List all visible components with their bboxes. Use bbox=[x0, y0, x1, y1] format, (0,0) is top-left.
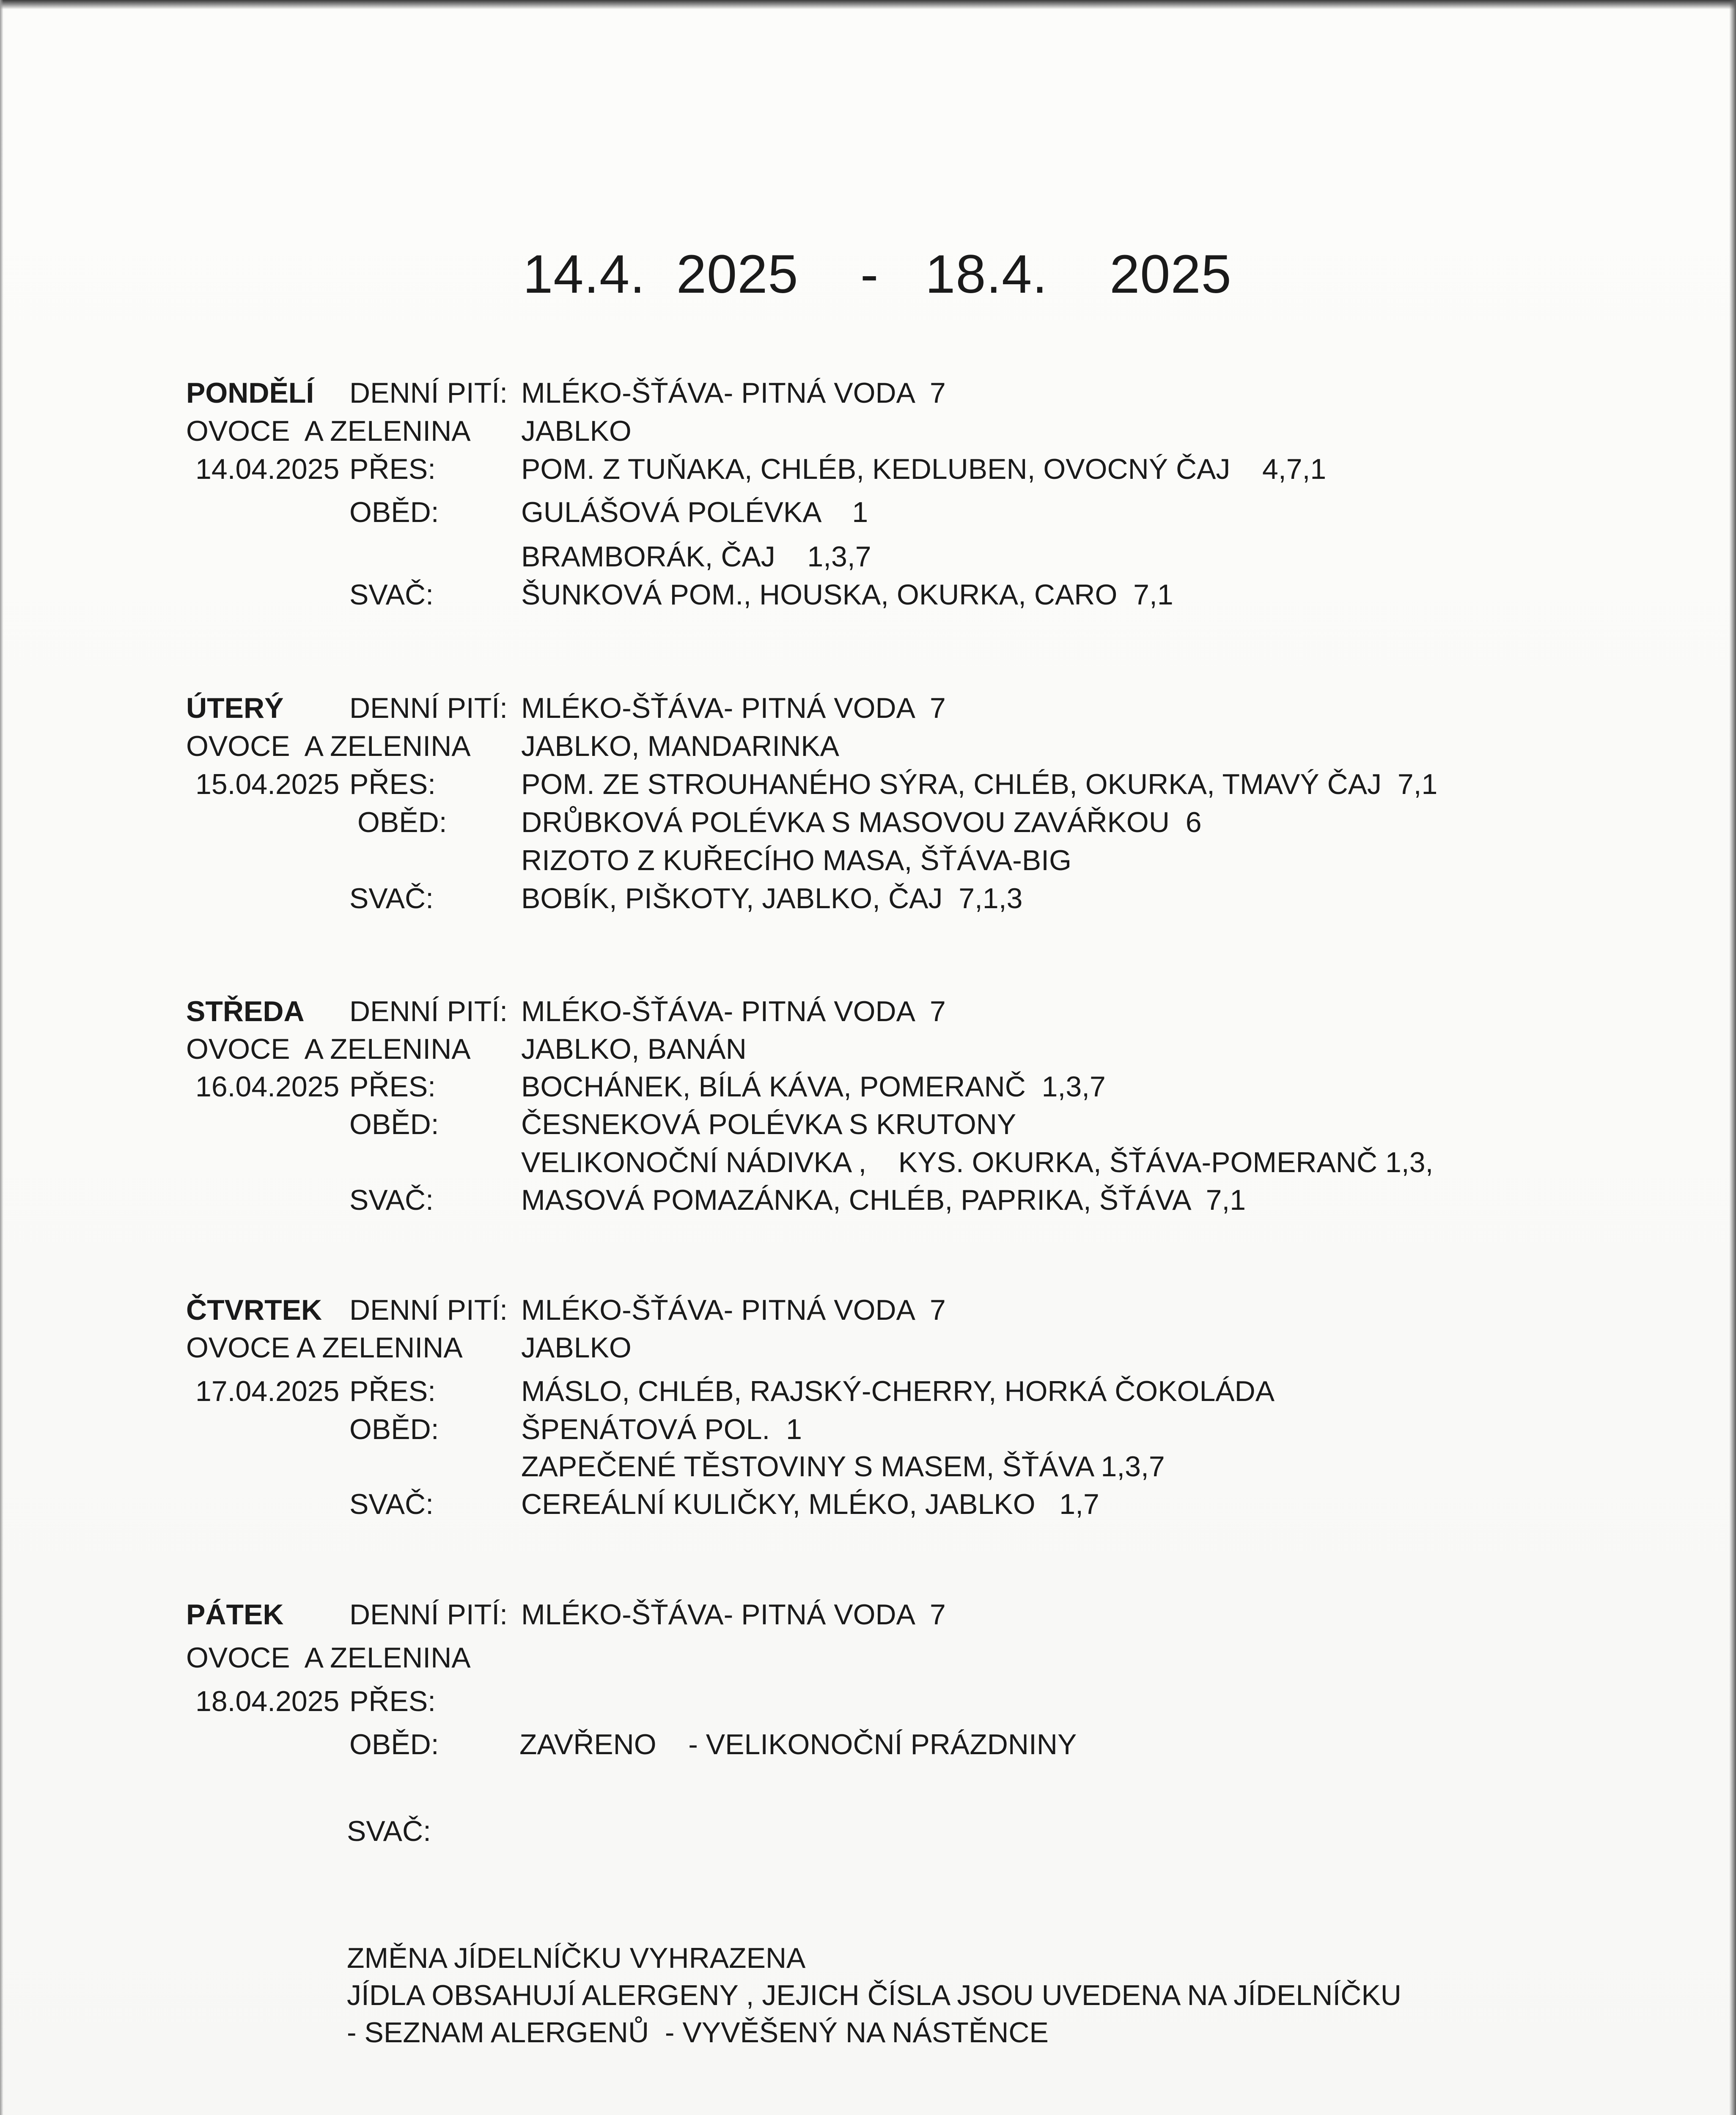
day-name: STŘEDA bbox=[186, 995, 305, 1027]
snack2-value: CEREÁLNÍ KULIČKY, MLÉKO, JABLKO 1,7 bbox=[521, 1488, 1099, 1520]
lunch-main: ZAPEČENÉ TĚSTOVINY S MASEM, ŠŤÁVA 1,3,7 bbox=[521, 1450, 1165, 1483]
snack2-label: SVAČ: bbox=[349, 1184, 434, 1216]
snack2-value: MASOVÁ POMAZÁNKA, CHLÉB, PAPRIKA, ŠŤÁVA 7,1 bbox=[521, 1184, 1246, 1216]
drink-value: MLÉKO-ŠŤÁVA- PITNÁ VODA 7 bbox=[521, 1294, 946, 1326]
lunch-label: OBĚD: bbox=[349, 1728, 439, 1761]
lunch-label: OBĚD: bbox=[349, 1108, 439, 1140]
lunch-main: BRAMBORÁK, ČAJ 1,3,7 bbox=[521, 541, 871, 573]
snack1-value: POM. ZE STROUHANÉHO SÝRA, CHLÉB, OKURKA, TMAVÝ ČAJ 7,1 bbox=[521, 768, 1438, 800]
lunch-soup: DRŮBKOVÁ POLÉVKA S MASOVOU ZAVÁŘKOU 6 bbox=[521, 806, 1202, 838]
day-date: 14.04.2025 bbox=[195, 453, 340, 485]
snack2-label: SVAČ: bbox=[347, 1815, 431, 1847]
fruit-value: JABLKO bbox=[521, 1332, 632, 1364]
fruit-label: OVOCE A ZELENINA bbox=[186, 1642, 471, 1674]
note-allergens: JÍDLA OBSAHUJÍ ALERGENY , JEJICH ČÍSLA JSOU UVEDENA NA JÍDELNÍČKU bbox=[347, 1979, 1401, 2011]
drink-label: DENNÍ PITÍ: bbox=[349, 377, 508, 409]
fruit-value: JABLKO, BANÁN bbox=[521, 1033, 747, 1065]
drink-value: MLÉKO-ŠŤÁVA- PITNÁ VODA 7 bbox=[521, 692, 946, 724]
drink-label: DENNÍ PITÍ: bbox=[349, 1294, 508, 1326]
drink-value: MLÉKO-ŠŤÁVA- PITNÁ VODA 7 bbox=[521, 995, 946, 1027]
scan-edge-top bbox=[0, 0, 1736, 9]
drink-value: MLÉKO-ŠŤÁVA- PITNÁ VODA 7 bbox=[521, 377, 946, 409]
lunch-label: OBĚD: bbox=[349, 496, 439, 528]
fruit-value: JABLKO, MANDARINKA bbox=[521, 730, 839, 762]
snack2-value: ŠUNKOVÁ POM., HOUSKA, OKURKA, CARO 7,1 bbox=[521, 579, 1173, 611]
day-name: PONDĚLÍ bbox=[186, 377, 314, 409]
week-date-range: 14.4. 2025 - 18.4. 2025 bbox=[523, 244, 1232, 305]
snack1-label: PŘES: bbox=[349, 1685, 436, 1717]
lunch-main: RIZOTO Z KUŘECÍHO MASA, ŠŤÁVA-BIG bbox=[521, 844, 1071, 876]
lunch-main: VELIKONOČNÍ NÁDIVKA , KYS. OKURKA, ŠŤÁVA-POMERANČ 1,3, bbox=[521, 1146, 1434, 1178]
lunch-closed: ZAVŘENO - VELIKONOČNÍ PRÁZDNINY bbox=[519, 1728, 1077, 1761]
fruit-value: JABLKO bbox=[521, 415, 632, 447]
snack1-label: PŘES: bbox=[349, 768, 436, 800]
snack1-label: PŘES: bbox=[349, 1071, 436, 1103]
lunch-soup: ŠPENÁTOVÁ POL. 1 bbox=[521, 1413, 802, 1445]
snack1-value: POM. Z TUŇAKA, CHLÉB, KEDLUBEN, OVOCNÝ ČAJ 4,7,1 bbox=[521, 453, 1327, 485]
fruit-label: OVOCE A ZELENINA bbox=[186, 730, 471, 762]
snack1-value: BOCHÁNEK, BÍLÁ KÁVA, POMERANČ 1,3,7 bbox=[521, 1071, 1106, 1103]
day-date: 18.04.2025 bbox=[195, 1685, 340, 1717]
day-name: ČTVRTEK bbox=[186, 1294, 322, 1326]
lunch-label: OBĚD: bbox=[349, 1413, 439, 1445]
day-date: 17.04.2025 bbox=[195, 1375, 340, 1407]
snack2-value: BOBÍK, PIŠKOTY, JABLKO, ČAJ 7,1,3 bbox=[521, 882, 1023, 915]
lunch-soup: ČESNEKOVÁ POLÉVKA S KRUTONY bbox=[521, 1108, 1016, 1140]
drink-label: DENNÍ PITÍ: bbox=[349, 1599, 508, 1631]
snack2-label: SVAČ: bbox=[349, 579, 434, 611]
day-date: 15.04.2025 bbox=[195, 768, 340, 800]
day-name: PÁTEK bbox=[186, 1599, 284, 1631]
snack1-value: MÁSLO, CHLÉB, RAJSKÝ-CHERRY, HORKÁ ČOKOLÁDA bbox=[521, 1375, 1275, 1407]
note-menu-change: ZMĚNA JÍDELNÍČKU VYHRAZENA bbox=[347, 1942, 806, 1974]
fruit-label: OVOCE A ZELENINA bbox=[186, 1332, 463, 1364]
snack1-label: PŘES: bbox=[349, 1375, 436, 1407]
scan-edge-left bbox=[0, 0, 3, 2115]
fruit-label: OVOCE A ZELENINA bbox=[186, 1033, 471, 1065]
day-date: 16.04.2025 bbox=[195, 1071, 340, 1103]
snack2-label: SVAČ: bbox=[349, 882, 434, 915]
scan-edge-right bbox=[1729, 0, 1736, 2115]
day-name: ÚTERÝ bbox=[186, 692, 284, 724]
fruit-label: OVOCE A ZELENINA bbox=[186, 415, 471, 447]
lunch-label: OBĚD: bbox=[357, 806, 447, 838]
note-allergen-list: - SEZNAM ALERGENŮ - VYVĚŠENÝ NA NÁSTĚNCE bbox=[347, 2016, 1049, 2049]
drink-label: DENNÍ PITÍ: bbox=[349, 692, 508, 724]
lunch-soup: GULÁŠOVÁ POLÉVKA 1 bbox=[521, 496, 868, 528]
drink-label: DENNÍ PITÍ: bbox=[349, 995, 508, 1027]
drink-value: MLÉKO-ŠŤÁVA- PITNÁ VODA 7 bbox=[521, 1599, 946, 1631]
snack2-label: SVAČ: bbox=[349, 1488, 434, 1520]
snack1-label: PŘES: bbox=[349, 453, 436, 485]
